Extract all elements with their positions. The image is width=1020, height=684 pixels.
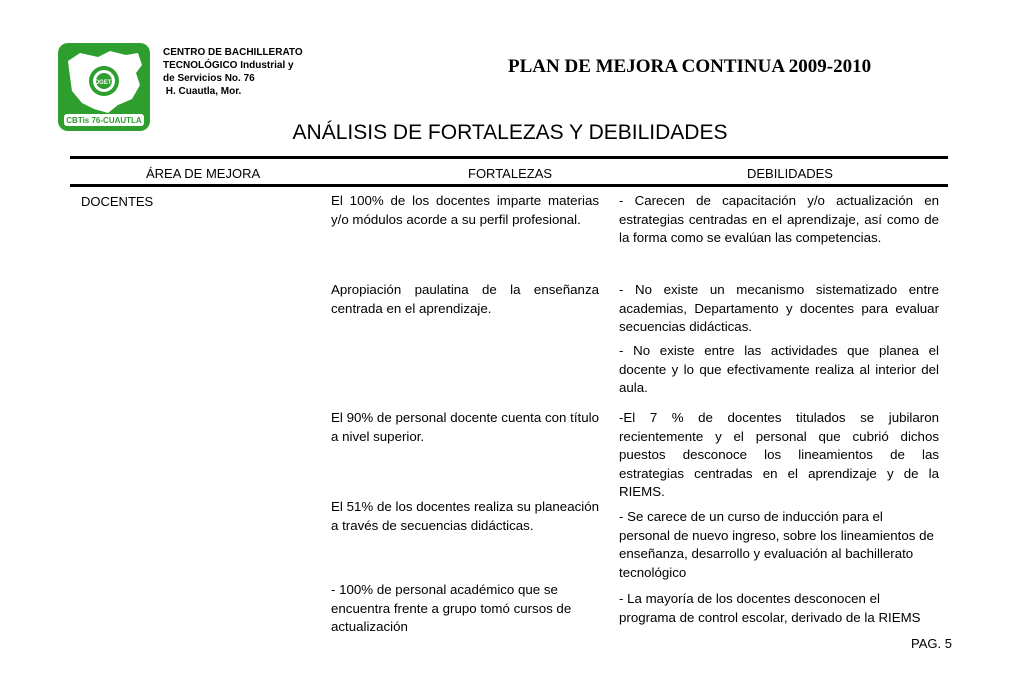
fortaleza-item: El 90% de personal docente cuenta con título a nivel superior.: [331, 410, 599, 444]
table-header-rule: [70, 184, 948, 187]
school-logo: [58, 43, 150, 131]
logo-emblem: DGETI: [94, 80, 114, 86]
school-line: CENTRO DE BACHILLERATO: [163, 47, 303, 58]
debilidad-item: - Carecen de capacitación y/o actualización en estrategias centradas en el aprendizaje, así como de la forma como se evalúan las competencias.: [619, 193, 939, 245]
fortaleza-item: Apropiación paulatina de la enseñanza centrada en el aprendizaje.: [331, 282, 599, 316]
column-header-area: ÁREA DE MEJORA: [146, 166, 261, 181]
column-header-fortalezas: FORTALEZAS: [468, 166, 553, 181]
page-number: PAG. 5: [911, 636, 952, 651]
area-cell: DOCENTES: [81, 194, 154, 209]
table-top-rule: [70, 156, 948, 159]
column-header-debilidades: DEBILIDADES: [747, 166, 833, 181]
debilidad-item: - No existe entre las actividades que planea el docente y lo que efectivamente realiza al interior del aula.: [619, 343, 939, 395]
logo-text: CBTis 76-CUAUTLA: [66, 116, 142, 125]
fortaleza-item: - 100% de personal académico que se encuentra frente a grupo tomó cursos de actualización: [331, 582, 572, 634]
fortaleza-item: El 100% de los docentes imparte materias y/o módulos acorde a su perfil profesional.: [331, 193, 599, 227]
fortaleza-item: El 51% de los docentes realiza su planeación a través de secuencias didácticas.: [331, 499, 599, 533]
debilidad-item: -El 7 % de docentes titulados se jubilaron recientemente y el personal que cubrió dichos puestos desconoce los lineamientos de las estrategias centradas en el aprendizaje y de la RIEMS.: [619, 410, 939, 499]
school-line: de Servicios No. 76: [163, 73, 255, 84]
debilidad-item: - Se carece de un curso de inducción para el personal de nuevo ingreso, sobre los lineamientos de enseñanza, desarrollo y evaluación al bachillerato tecnológico: [619, 509, 934, 580]
debilidad-item: - La mayoría de los docentes desconocen el programa de control escolar, derivado de la RIEMS: [619, 591, 921, 625]
debilidad-item: - No existe un mecanismo sistematizado entre academias, Departamento y docentes para evaluar secuencias didácticas.: [619, 282, 939, 334]
section-title: ANÁLISIS DE FORTALEZAS Y DEBILIDADES: [292, 121, 728, 144]
plan-title: PLAN DE MEJORA CONTINUA 2009-2010: [508, 56, 872, 77]
school-name: [163, 46, 333, 98]
school-line: H. Cuautla, Mor.: [163, 86, 242, 97]
school-line: TECNOLÓGICO Industrial y: [163, 60, 294, 71]
